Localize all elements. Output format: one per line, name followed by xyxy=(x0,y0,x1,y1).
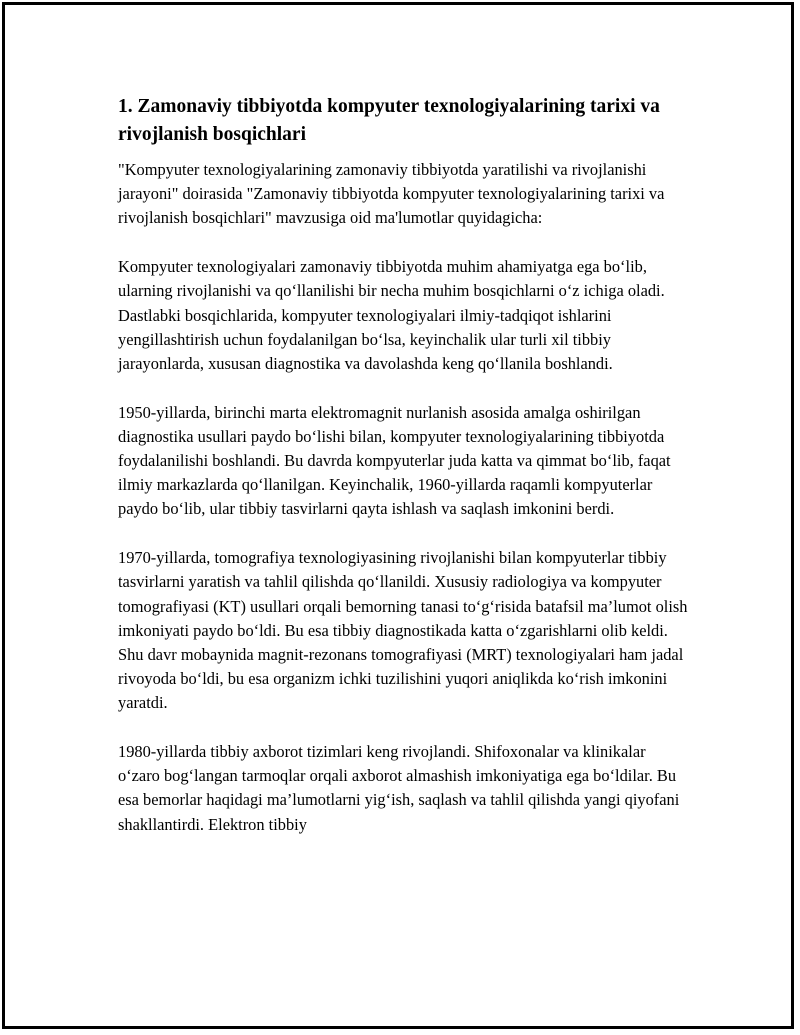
paragraph-1970s: 1970-yillarda, tomografiya texnologiyasining rivojlanishi bilan kompyuterlar tibbiy tasvirlarni yaratish va tahlil qilishda qo‘llanildi. Xususiy radiologiya va kompyuter tomografiyasi (KT) usullari orqali bemorning tanasi to‘g‘risida batafsil ma’lumot olish imkoniyati paydo bo‘ldi. Bu esa tibbiy diagnostikada katta o‘zgarishlarni olib keldi. Shu davr mobaynida magnit-rezonans tomografiyasi (MRT) texnologiyalari ham jadal rivoyoda bo‘ldi, bu esa organizm ichki tuzilishini yuqori aniqlikda ko‘rish imkonini yaratdi. xyxy=(118,548,688,713)
paragraph-1980s: 1980-yillarda tibbiy axborot tizimlari keng rivojlandi. Shifoxonalar va klinikalar o‘zaro bog‘langan tarmoqlar orqali axborot almashish imkoniyatiga ega bo‘ldilar. Bu esa bemorlar haqidagi ma’lumotlarni yig‘ish, saqlash va tahlil qilishda yangi qiyofani shakllantirdi. Elektron tibbiy xyxy=(118,742,680,834)
paragraph-1950s: 1950-yillarda, birinchi marta elektromagnit nurlanish asosida amalga oshirilgan diagnostika usullari paydo bo‘lishi bilan, kompyuter texnologiyalarining tibbiyotda foydalanilishi boshlandi. Bu davrda kompyuterlar juda katta va qimmat bo‘lib, faqat ilmiy markazlarda qo‘llanilgan. Keyinchalik, 1960-yillarda raqamli kompyuterlar paydo bo‘lib, ular tibbiy tasvirlarni qayta ishlash va saqlash imkonini berdi. xyxy=(118,402,671,519)
document-body xyxy=(118,93,690,861)
intro-paragraph: "Kompyuter texnologiyalarining zamonaviy tibbiyotda yaratilishi va rivojlanishi jarayoni" doirasida "Zamonaviy tibbiyotda kompyuter texnologiyalarining tarixi va rivojlanish bosqichlari" mavzusiga oid ma'lumotlar quyidagicha: xyxy=(118,160,665,228)
section-heading: 1. Zamonaviy tibbiyotda kompyuter texnologiyalarining tarixi va rivojlanish bosqichlari xyxy=(118,96,660,145)
overview-paragraph: Kompyuter texnologiyalari zamonaviy tibbiyotda muhim ahamiyatga ega bo‘lib, ularning rivojlanishi va qo‘llanilishi bir necha muhim bosqichlarni o‘z ichiga oladi. Dastlabki bosqichlarida, kompyuter texnologiyalari ilmiy-tadqiqot ishlarini yengillashtirish uchun foydalanilgan bo‘lsa, keyinchalik ular turli xil tibbiy jarayonlarda, xususan diagnostika va davolashda keng qo‘llanila boshlandi. xyxy=(118,257,665,373)
